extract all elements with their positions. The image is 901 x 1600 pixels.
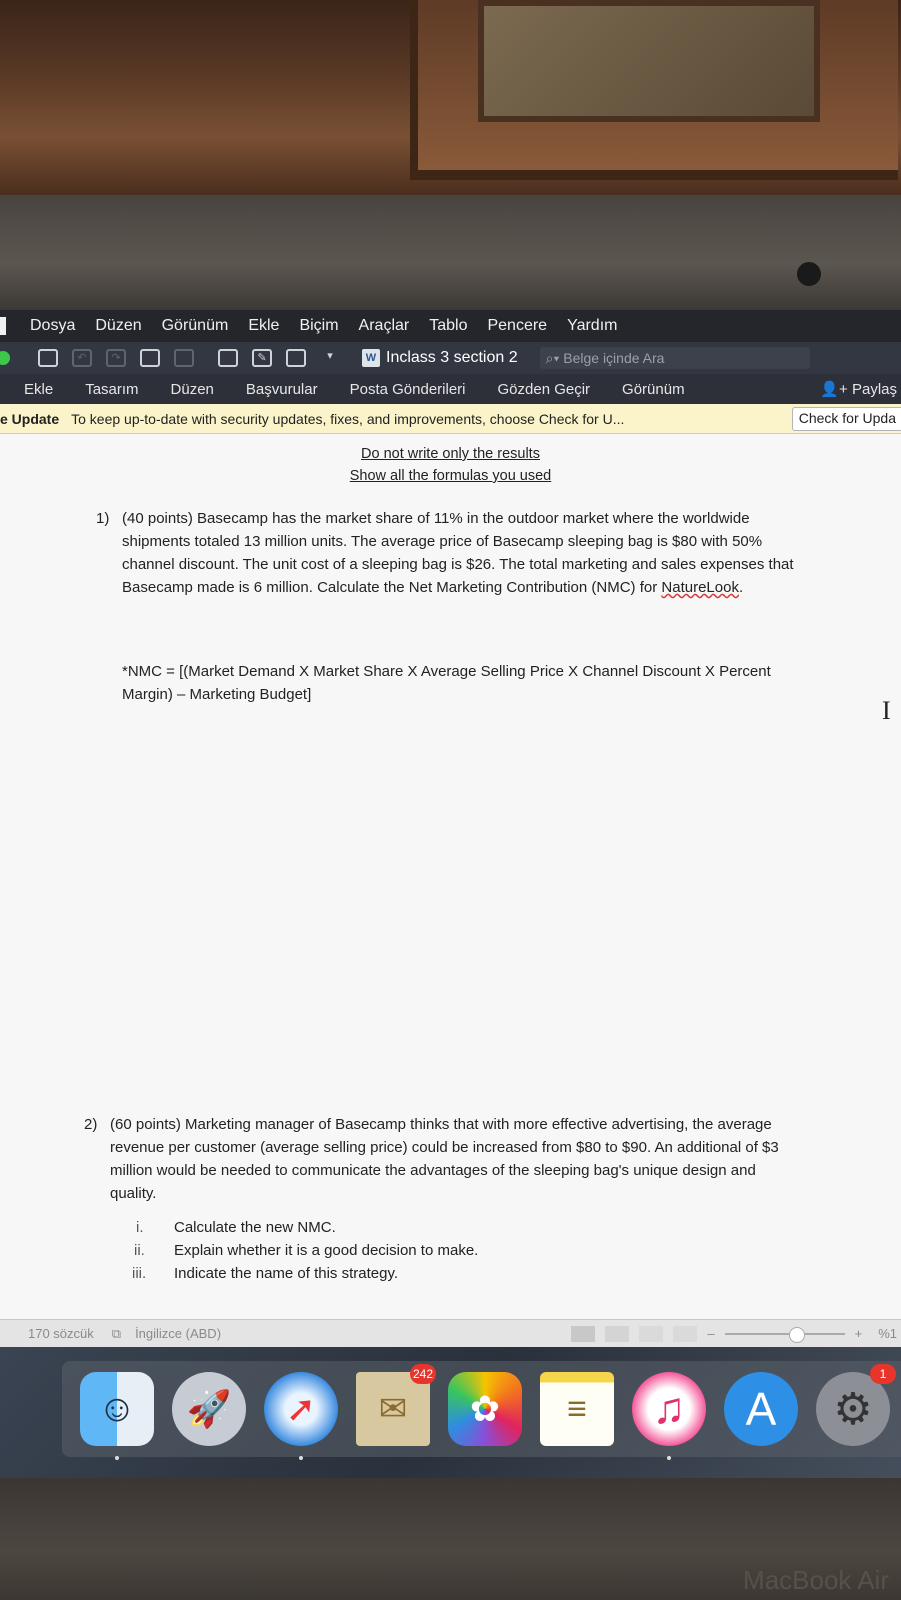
zoom-slider[interactable] bbox=[725, 1333, 845, 1335]
dock bbox=[62, 1361, 901, 1457]
focus-view-icon[interactable] bbox=[605, 1326, 629, 1342]
laptop-bottom-bezel bbox=[0, 1478, 901, 1600]
template-icon[interactable] bbox=[218, 349, 238, 367]
list-item: iii. Indicate the name of this strategy. bbox=[132, 1265, 399, 1282]
apple-menu-icon[interactable] bbox=[0, 317, 6, 335]
question-2 bbox=[84, 1113, 802, 1205]
zoom-out-button[interactable]: – bbox=[707, 1326, 715, 1341]
menu-ekle[interactable]: Ekle bbox=[248, 317, 280, 334]
tab-posta-gonderileri[interactable]: Posta Gönderileri bbox=[349, 380, 466, 398]
tab-gorunum[interactable]: Görünüm bbox=[622, 380, 685, 398]
question-2-subitems bbox=[118, 1216, 478, 1285]
print-icon[interactable] bbox=[140, 349, 160, 367]
menu-pencere[interactable]: Pencere bbox=[487, 317, 548, 334]
share-arrow-icon[interactable] bbox=[174, 349, 194, 367]
edit-icon[interactable]: ✎ bbox=[252, 349, 272, 367]
question-2-number: 2) bbox=[84, 1116, 98, 1133]
running-indicator bbox=[115, 1456, 119, 1460]
search-placeholder: Belge içinde Ara bbox=[563, 350, 665, 366]
search-icon: ⌕▾ bbox=[545, 349, 564, 366]
running-indicator bbox=[299, 1456, 303, 1460]
print-layout-view-icon[interactable] bbox=[571, 1326, 595, 1342]
word-count[interactable]: 170 sözcük bbox=[28, 1326, 94, 1341]
question-1-text: (40 points) Basecamp has the market share of 11% in the outdoor market where the worldwide shipments totaled 13 million units. The average price of Basecamp sleeping bag is $80 with 50% channel discount. The unit cost of a sleeping bag is $26. The total marketing and sales expenses that Basecamp made is 6 million. Calculate the Net Marketing Contribution (NMC) for bbox=[122, 510, 794, 596]
menu-yardim[interactable]: Yardım bbox=[567, 317, 618, 334]
screen bbox=[0, 310, 901, 1478]
desktop bbox=[0, 1347, 901, 1478]
zoom-slider-knob[interactable] bbox=[789, 1327, 805, 1343]
text-cursor-icon: I bbox=[882, 696, 891, 725]
prefs-badge: 1 bbox=[870, 1364, 896, 1384]
tab-gozden-gecir[interactable]: Gözden Geçir bbox=[497, 380, 591, 398]
document-title bbox=[362, 349, 518, 367]
save-icon[interactable] bbox=[286, 349, 306, 367]
update-bar-message: To keep up-to-date with security updates, fixes, and improvements, choose Check for U... bbox=[71, 410, 625, 427]
list-item: i. Calculate the new NMC. bbox=[136, 1219, 336, 1236]
list-item: ii. Explain whether it is a good decision to make. bbox=[134, 1242, 479, 1259]
document-canvas[interactable] bbox=[0, 434, 901, 1319]
background-wall bbox=[0, 0, 901, 195]
tab-duzen[interactable]: Düzen bbox=[170, 380, 214, 398]
outline-view-icon[interactable] bbox=[639, 1326, 663, 1342]
launchpad-icon[interactable]: 🚀 bbox=[172, 1372, 246, 1446]
share-button[interactable] bbox=[820, 380, 901, 398]
draft-view-icon[interactable] bbox=[673, 1326, 697, 1342]
itunes-icon[interactable]: ♫ bbox=[632, 1372, 706, 1446]
tab-basvurular[interactable]: Başvurular bbox=[245, 380, 318, 398]
finder-icon[interactable]: ☺ bbox=[80, 1372, 154, 1446]
update-bar-title: e Update bbox=[0, 410, 60, 427]
mail-badge: 242 bbox=[410, 1364, 436, 1384]
tab-tasarim[interactable]: Tasarım bbox=[85, 380, 139, 398]
search-in-document-input[interactable] bbox=[540, 347, 810, 369]
zoom-in-button[interactable]: + bbox=[854, 1326, 863, 1341]
menu-araclar[interactable]: Araçlar bbox=[358, 317, 410, 334]
background-cabinet bbox=[410, 0, 898, 180]
zoom-level[interactable]: %1 bbox=[878, 1326, 897, 1341]
question-1-number: 1) bbox=[96, 510, 110, 527]
laptop-top-bezel bbox=[0, 195, 901, 310]
menu-duzen[interactable]: Düzen bbox=[95, 317, 142, 334]
proofing-icon[interactable]: ⧉ bbox=[111, 1325, 122, 1341]
nmc-formula: *NMC = [(Market Demand X Market Share X Average Selling Price X Channel Discount X Percent Margin) – Marketing Budget] bbox=[122, 663, 771, 703]
photos-icon[interactable]: ✿ bbox=[448, 1372, 522, 1446]
check-for-updates-button[interactable]: Check for Upda bbox=[792, 407, 901, 431]
update-notification-bar bbox=[0, 404, 901, 434]
sidebar-toggle-icon[interactable] bbox=[38, 349, 58, 367]
share-label: Paylaş bbox=[851, 381, 897, 398]
question-2-text: (60 points) Marketing manager of Basecamp thinks that with more effective advertising, the average revenue per customer (average selling price) could be increased from $80 to $90. An additional of $3 million would be needed to communicate the advantages of the sleeping bag's unique design and quality. bbox=[110, 1116, 779, 1202]
cabinet-glass bbox=[478, 0, 820, 122]
instruction-line-1: Do not write only the results bbox=[361, 446, 540, 462]
safari-icon[interactable]: ➚ bbox=[264, 1372, 338, 1446]
tab-ekle[interactable]: Ekle bbox=[24, 380, 54, 398]
menu-dosya[interactable]: Dosya bbox=[30, 317, 76, 334]
misspelled-word: NatureLook bbox=[661, 579, 739, 596]
undo-icon[interactable]: ↶ bbox=[72, 349, 92, 367]
mail-icon[interactable]: ✉ 242 bbox=[356, 1372, 430, 1446]
word-document-icon: W bbox=[362, 349, 380, 367]
menu-bicim[interactable]: Biçim bbox=[299, 317, 339, 334]
customize-toolbar-icon[interactable]: ▾ bbox=[327, 350, 333, 362]
language-indicator[interactable]: İngilizce (ABD) bbox=[135, 1326, 222, 1341]
running-indicator bbox=[667, 1456, 671, 1460]
window-zoom-button[interactable] bbox=[0, 351, 10, 365]
laptop-brand-label: MacBook Air bbox=[743, 1565, 889, 1595]
document-page[interactable] bbox=[0, 434, 901, 1319]
instruction-line-2: Show all the formulas you used bbox=[349, 468, 552, 484]
add-person-icon: 👤+ bbox=[820, 381, 848, 398]
menu-tablo[interactable]: Tablo bbox=[429, 317, 468, 334]
quick-access-toolbar bbox=[0, 342, 901, 374]
status-bar bbox=[0, 1319, 901, 1347]
question-1: 1) (40 points) Basecamp has the market share of 11% in the outdoor market where the worldwide shipments totaled 13 million units. The average price of Basecamp sleeping bag is $80 with 50% channel discount. The unit cost of a sleeping bag is $26. The total marketing and sales expenses that Basecamp made is 6 million. Calculate the Net Marketing Contribution (NMC) for NatureLook. bbox=[122, 507, 800, 599]
system-preferences-icon[interactable]: ⚙ 1 bbox=[816, 1372, 890, 1446]
ribbon-tabs bbox=[0, 374, 901, 404]
webcam-icon bbox=[797, 262, 821, 286]
redo-icon[interactable]: ↷ bbox=[106, 349, 126, 367]
document-title-text: Inclass 3 section 2 bbox=[386, 349, 518, 366]
notes-icon[interactable]: ≡ bbox=[540, 1372, 614, 1446]
app-store-icon[interactable]: A bbox=[724, 1372, 798, 1446]
menu-gorunum[interactable]: Görünüm bbox=[161, 317, 229, 334]
menu-bar bbox=[0, 310, 901, 342]
